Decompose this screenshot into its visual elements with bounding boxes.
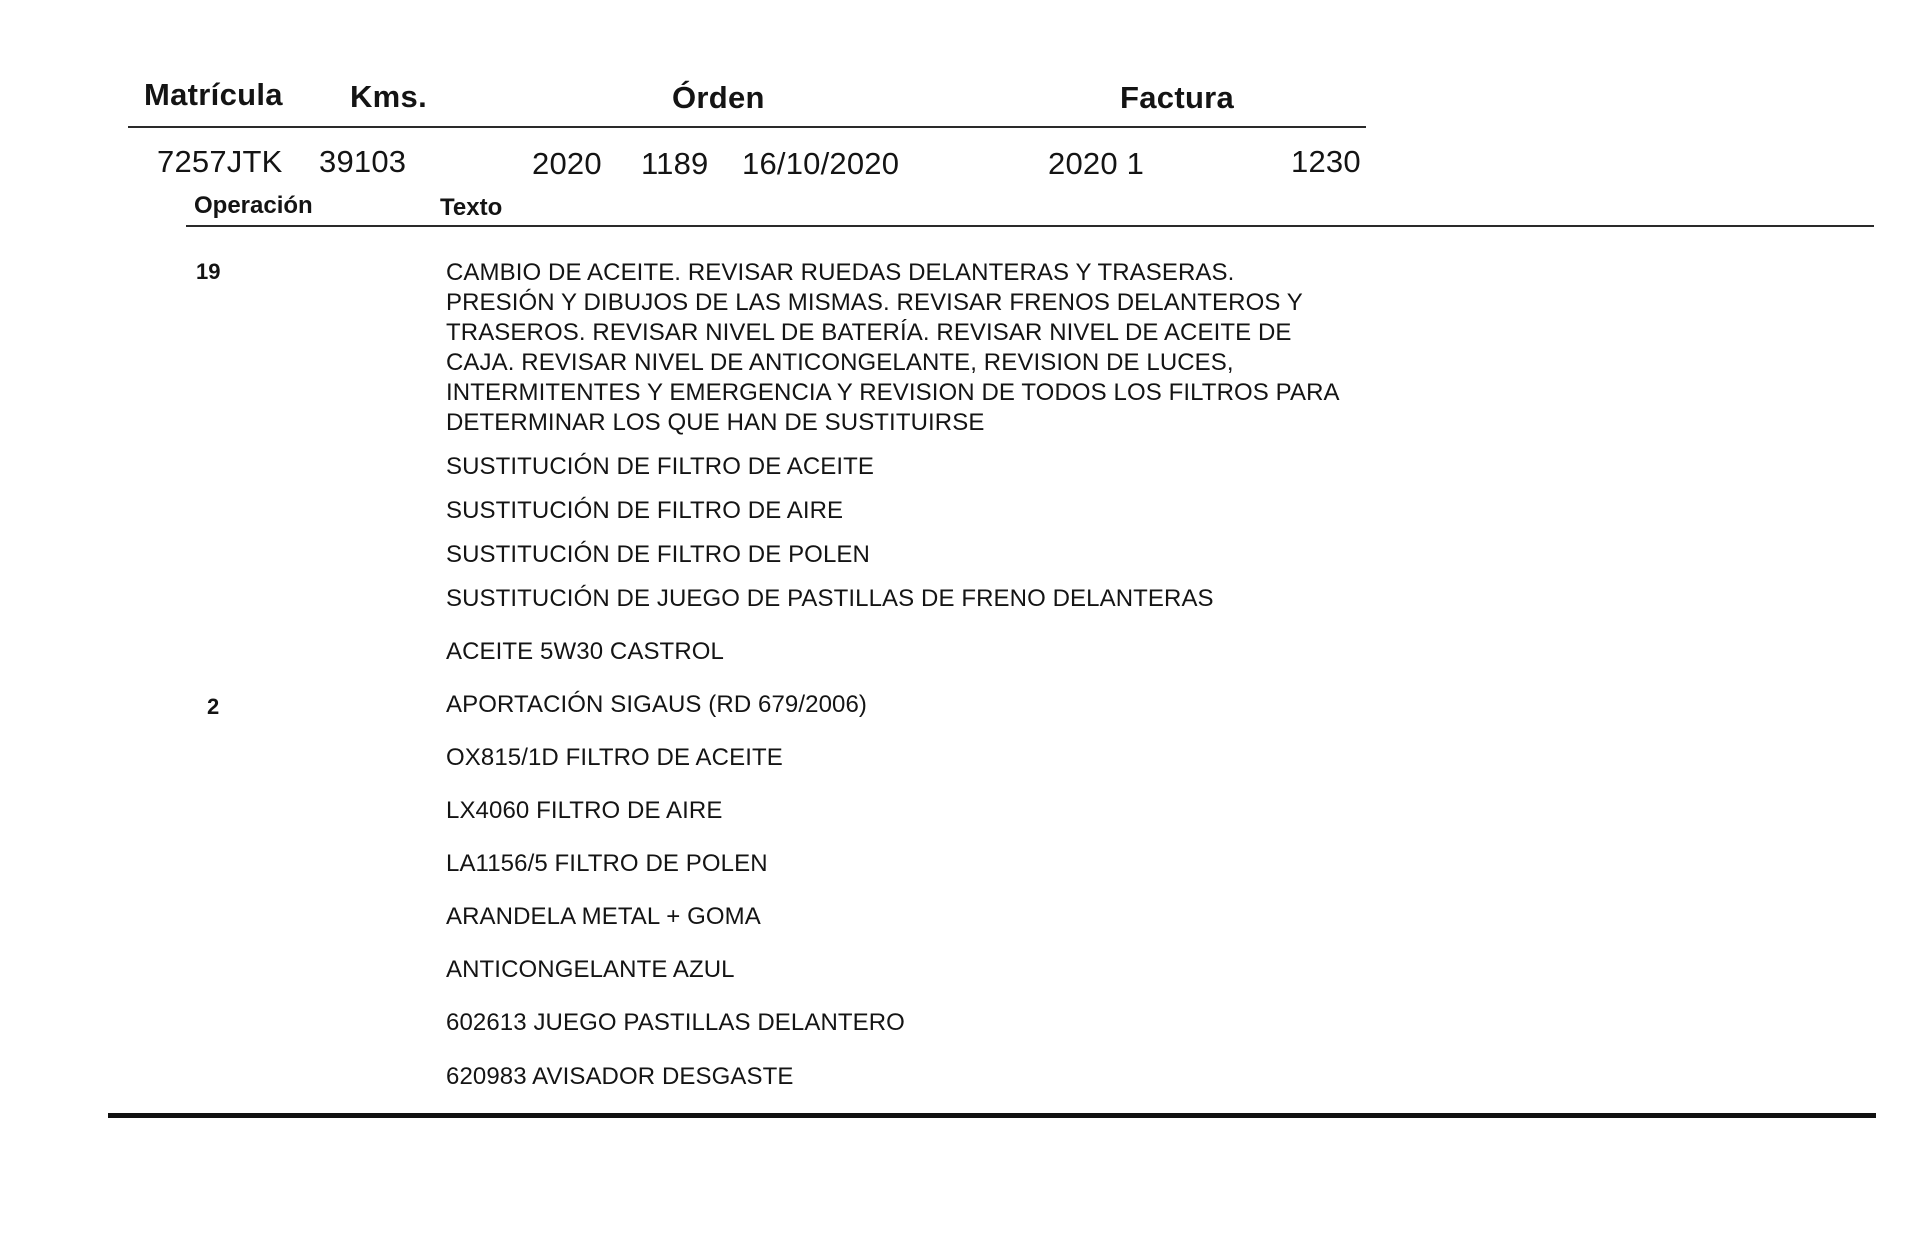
operation-code: 2 <box>207 694 220 719</box>
subheader-divider <box>186 225 1874 227</box>
operation-text-line: APORTACIÓN SIGAUS (RD 679/2006) <box>446 691 868 718</box>
operation-text-line: ANTICONGELANTE AZUL <box>446 956 735 983</box>
operation-code: 19 <box>196 259 221 284</box>
operation-text-line: SUSTITUCIÓN DE FILTRO DE ACEITE <box>446 453 875 480</box>
bottom-divider <box>108 1113 1876 1118</box>
record-factura-series: 2020 1 <box>1048 146 1145 181</box>
operation-text-line: OX815/1D FILTRO DE ACEITE <box>446 744 783 771</box>
operation-text-line: ARANDELA METAL + GOMA <box>446 903 761 930</box>
record-orden-date: 16/10/2020 <box>742 146 900 181</box>
header-divider <box>128 126 1366 128</box>
operation-text-line: 602613 JUEGO PASTILLAS DELANTERO <box>446 1009 905 1036</box>
operation-text-line: 620983 AVISADOR DESGASTE <box>446 1063 794 1090</box>
header-matricula-label: Matrícula <box>144 77 283 112</box>
record-orden-year: 2020 <box>532 146 602 181</box>
header-kms-label: Kms. <box>350 79 428 114</box>
subheader-operacion-label: Operación <box>194 192 313 219</box>
operation-text-line: LA1156/5 FILTRO DE POLEN <box>446 850 768 877</box>
operation-text-line: ACEITE 5W30 CASTROL <box>446 638 724 665</box>
operation-text-line: SUSTITUCIÓN DE JUEGO DE PASTILLAS DE FRENO DELANTERAS <box>446 585 1214 612</box>
operation-text-line: SUSTITUCIÓN DE FILTRO DE POLEN <box>446 541 870 568</box>
operation-text-line: CAMBIO DE ACEITE. REVISAR RUEDAS DELANTERAS Y TRASERAS. PRESIÓN Y DIBUJOS DE LAS MISMAS. REVISAR FRENOS DELANTEROS Y TRASEROS. REVISAR NIVEL DE BATERÍA. REVISAR NIVEL DE ACEITE DE CAJA. REVISAR NIVEL DE ANTICONGELANTE, REVISION DE LUCES, INTERMITENTES Y EMERGENCIA Y REVISION DE TODOS LOS FILTROS PARA DETERMINAR LOS QUE HAN DE SUSTITUIRSE <box>446 259 1340 436</box>
record-kms: 39103 <box>319 144 407 179</box>
record-factura-number: 1230 <box>1291 144 1361 179</box>
subheader-texto-label: Texto <box>440 194 503 221</box>
header-orden-label: Órden <box>672 80 765 115</box>
header-factura-label: Factura <box>1120 80 1235 115</box>
record-matricula: 7257JTK <box>157 144 283 179</box>
operation-text-line: LX4060 FILTRO DE AIRE <box>446 797 723 824</box>
record-orden-number: 1189 <box>641 146 709 181</box>
operation-text-line: SUSTITUCIÓN DE FILTRO DE AIRE <box>446 497 844 524</box>
